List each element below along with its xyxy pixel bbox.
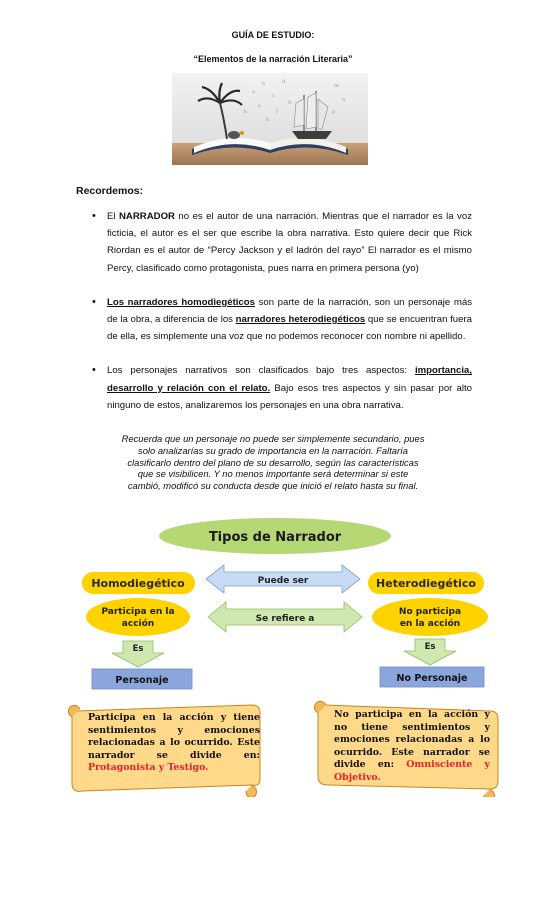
bullet-homodiegeticos	[92, 294, 472, 346]
right-oval-line2: en la acción	[399, 619, 461, 629]
right-scroll-text	[334, 709, 490, 785]
svg-text:n: n	[342, 97, 346, 103]
right-scroll-highlight: Omnisciente y Objetivo.	[334, 759, 490, 783]
b2-underline2: narradores heterodiegéticos	[235, 314, 366, 326]
b2-underline1: Los narradores homodiegéticos	[107, 296, 255, 308]
b1-part2: no es el autor de una narración. Mientras que el narrador es la voz ficticia, el autor es el ser que escribe la obra narrativa. Esto quiere decir que Rick Riordan es el autor de “Percy Jackson y el ladrón del rayo” El narrador es el mismo Percy, clasificado como protagonista, pues narra en primera persona (yo)	[107, 211, 472, 274]
left-es-label: Es	[132, 644, 144, 654]
bullet-list	[92, 208, 472, 414]
left-scroll-body: Participa en la acción y tiene sentimientos y emociones relacionadas a lo ocurrido. Este narrador se divide en:	[88, 712, 260, 761]
svg-text:h: h	[266, 117, 270, 123]
b2-part1: son parte de la narración, son un personaje más de la obra, a diferencia de los	[107, 296, 472, 326]
right-es-label: Es	[424, 642, 436, 652]
left-scroll-highlight: Protagonista y Testigo.	[88, 762, 209, 774]
homodiegetico-label: Homodiegético	[91, 577, 185, 590]
svg-text:g: g	[288, 99, 292, 105]
right-oval	[372, 598, 488, 636]
no-personaje-label: No Personaje	[396, 673, 468, 684]
bullet-narrador	[92, 208, 472, 277]
left-oval	[86, 598, 190, 636]
bullet-personajes	[92, 362, 472, 414]
b1-part1: El	[107, 211, 119, 222]
left-oval-line1: Participa en la	[101, 607, 175, 617]
svg-text:d: d	[282, 79, 286, 85]
left-oval-line2: acción	[121, 619, 155, 629]
b3-part1: Los personajes narrativos son clasificados bajo tres aspectos:	[107, 365, 415, 377]
b3-underline1: importancia, desarrollo y relación con el relato.	[107, 365, 472, 394]
svg-text:c: c	[272, 93, 275, 99]
open-book-illustration	[172, 73, 368, 165]
heterodiegetico-label: Heterodiegético	[376, 577, 476, 590]
section-heading: Recordemos:	[76, 185, 144, 197]
right-oval-line1: No participa	[398, 607, 462, 617]
personaje-label: Personaje	[115, 675, 169, 686]
guide-title: GUÍA DE ESTUDIO:	[231, 30, 315, 40]
se-refiere-label: Se refiere a	[255, 614, 315, 624]
svg-text:p: p	[332, 109, 336, 115]
svg-text:b: b	[262, 81, 266, 87]
b3-part2: Bajo esos tres aspectos y sin pasar por alto ninguno de estos, analizaremos los personajes en una obra narrativa.	[107, 382, 472, 411]
puede-ser-label: Puede ser	[257, 576, 309, 586]
svg-text:e: e	[258, 103, 261, 109]
svg-text:k: k	[244, 109, 248, 115]
svg-text:m: m	[334, 83, 339, 89]
guide-subtitle: “Elementos de la narración Literaria”	[193, 54, 353, 64]
b1-bold: NARRADOR	[119, 211, 175, 222]
reminder-note: Recuerda que un personaje no puede ser simplemente secundario, pues solo analizarías su grado de importancia en la narración. Faltaría clasificarlo dentro del plano de su desarrollo, según las características que se visibilicen. Y no menos importante será determinar si este cambió, modificó su conducta desde que inició el relato hasta su final.	[121, 433, 425, 492]
right-scroll-body: No participa en la acción y no tiene sentimientos y emociones relacionadas a lo ocurrido. Este narrador se divide en:	[334, 709, 490, 771]
left-scroll-text	[88, 712, 260, 775]
svg-text:f: f	[276, 109, 278, 115]
b2-part2: que se encuentran fuera de ella, es simplemente una voz que no podemos reconocer con nombre ni apellido.	[107, 314, 472, 343]
diagram-title: Tipos de Narrador	[208, 530, 342, 545]
svg-text:a: a	[252, 89, 255, 95]
